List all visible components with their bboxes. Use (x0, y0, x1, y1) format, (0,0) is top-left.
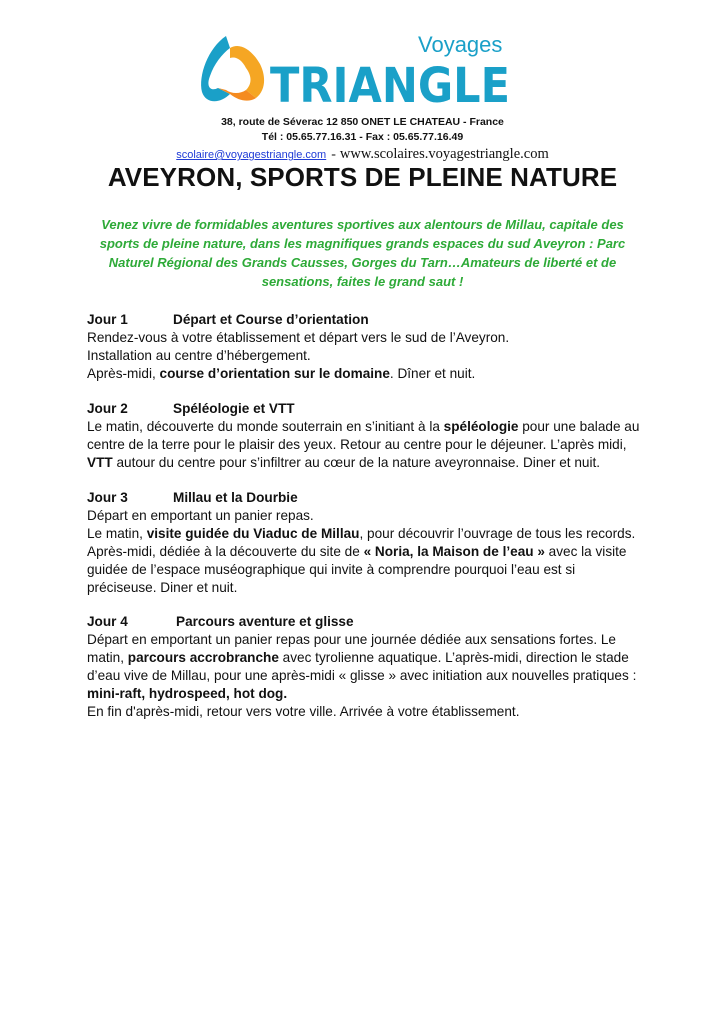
website-text: www.scolaires.voyagestriangle.com (339, 146, 549, 162)
bold-run: mini-raft, hydrospeed, hot dog. (87, 686, 288, 701)
text-run: Départ en emportant un panier repas pour une journée dédiée aux sensations fortes. Le matin, (87, 632, 616, 665)
text-run: Le matin, (87, 526, 147, 541)
day-2-section (87, 400, 647, 472)
day-label: Jour 3 (87, 490, 128, 505)
intro-paragraph: Venez vivre de formidables aventures sportives aux alentours de Millau, capitale des sports de pleine nature, dans les magnifiques grands espaces du sud Aveyron : Parc Naturel Régional des Grands Causses, Gorges du Tarn…Amateurs de liberté et de sensations, faites le grand saut ! (99, 217, 626, 289)
day-3-section (87, 489, 647, 597)
bold-run: visite guidée du Viaduc de Millau (146, 526, 360, 541)
email-link[interactable]: scolaire@voyagestriangle.com (176, 149, 327, 161)
day-text (87, 525, 647, 597)
day-text: Installation au centre d’hébergement. (87, 348, 311, 363)
day-title: Départ et Course d’orientation (173, 312, 369, 327)
day-text (87, 365, 647, 383)
day-label: Jour 1 (87, 312, 128, 327)
bold-run: parcours accrobranche (127, 650, 279, 665)
day-text (87, 631, 647, 703)
contact-address: 38, route de Séverac 12 850 ONET LE CHATEAU - France (221, 116, 504, 128)
voyages-triangle-logo (196, 28, 516, 110)
day-text: En fin d'après-midi, retour vers votre ville. Arrivée à votre établissement. (87, 704, 520, 719)
day-label: Jour 2 (87, 401, 128, 416)
bold-run: VTT (87, 455, 113, 470)
page-title: AVEYRON, SPORTS DE PLEINE NATURE (107, 162, 618, 192)
day-title: Spéléologie et VTT (173, 401, 295, 416)
bold-run: « Noria, la Maison de l’eau » (363, 544, 545, 559)
day-text: Départ en emportant un panier repas. (87, 508, 314, 523)
logo-voyages-text: Voyages (418, 32, 503, 57)
triangle-logo-icon (201, 36, 264, 101)
contact-phone: Tél : 05.65.77.16.31 - Fax : 05.65.77.16.49 (261, 131, 464, 143)
text-run: Le matin, découverte du monde souterrain en s’initiant à la (87, 419, 444, 434)
day-heading (87, 489, 647, 507)
day-heading (87, 613, 647, 631)
day-title: Millau et la Dourbie (173, 490, 298, 505)
text-run: avec la visite guidée de l’espace muséographique qui invite à comprendre pourquoi l’eau est si préciseuse. Diner et nuit. (87, 544, 627, 595)
day-1-section (87, 311, 647, 383)
contact-separator: - (331, 147, 336, 162)
logo-triangle-text: TRIANGLE (270, 58, 510, 110)
day-text (87, 418, 647, 472)
text-run: pour une balade au centre de la terre pour le plaisir des yeux. Retour au centre pour le déjeuner. L’après midi, (87, 419, 640, 452)
text-run: autour du centre pour s’infiltrer au cœur de la nature aveyronnaise. Diner et nuit. (112, 455, 601, 470)
bold-run: course d’orientation sur le domaine (159, 366, 390, 381)
day-4-section (87, 613, 647, 721)
contact-web-line (0, 146, 725, 163)
day-label: Jour 4 (87, 614, 128, 629)
day-title: Parcours aventure et glisse (176, 614, 354, 629)
text-run: . Dîner et nuit. (389, 366, 476, 381)
bold-run: spéléologie (443, 419, 519, 434)
day-heading (87, 400, 647, 418)
text-run: Après-midi, (87, 366, 160, 381)
day-text: Rendez-vous à votre établissement et départ vers le sud de l’Aveyron. (87, 330, 510, 345)
text-run: avec tyrolienne aquatique. L’après-midi, direction le stade d’eau vive de Millau, pour une après-midi « glisse » avec initiation aux nouvelles pratiques : (87, 650, 637, 683)
day-heading (87, 311, 647, 329)
text-run: , pour découvrir l’ouvrage de tous les records. Après-midi, dédiée à la découverte du site de (87, 526, 636, 559)
